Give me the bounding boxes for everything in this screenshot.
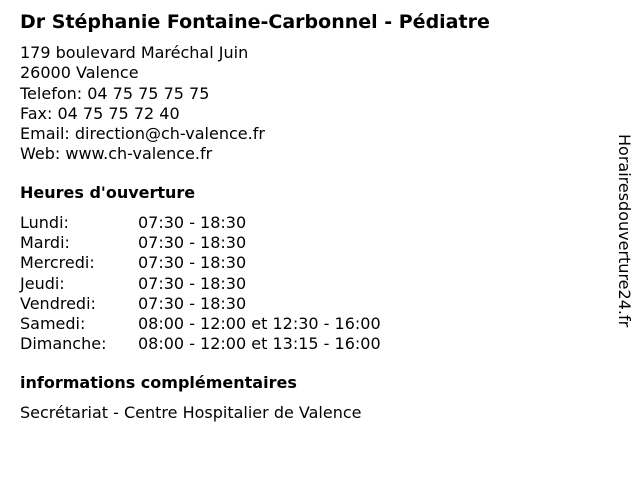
day-label: Dimanche: [20,334,107,354]
address-street: 179 boulevard Maréchal Juin [20,43,249,62]
site-watermark: Horairesdouverture24.fr [615,134,634,328]
email-address: Email: direction@ch-valence.fr [20,124,265,144]
opening-hours-heading: Heures d'ouverture [20,183,196,202]
contact-block [20,43,265,165]
phone-number: Telefon: 04 75 75 75 75 [20,83,210,103]
page-title: Dr Stéphanie Fontaine-Carbonnel - Pédiatre [20,11,490,33]
time-range: 07:30 - 18:30 [138,273,247,293]
fax-number: Fax: 04 75 75 72 40 [20,103,180,123]
day-label: Samedi: [20,313,86,333]
time-range: 08:00 - 12:00 et 13:15 - 16:00 [138,334,381,354]
time-range: 07:30 - 18:30 [138,293,247,313]
day-label: Mardi: [20,233,70,253]
time-range: 07:30 - 18:30 [138,213,247,232]
additional-info-heading: informations complémentaires [20,373,297,392]
address-city: 26000 Valence [20,63,139,83]
time-range: 07:30 - 18:30 [138,253,247,273]
day-label: Vendredi: [20,293,96,313]
day-label: Mercredi: [20,253,95,273]
time-range: 08:00 - 12:00 et 12:30 - 16:00 [138,313,381,333]
day-label: Jeudi: [20,273,65,293]
time-range: 07:30 - 18:30 [138,233,247,253]
day-label: Lundi: [20,213,69,232]
website: Web: www.ch-valence.fr [20,144,213,164]
additional-info-text: Secrétariat - Centre Hospitalier de Valence [20,403,362,422]
